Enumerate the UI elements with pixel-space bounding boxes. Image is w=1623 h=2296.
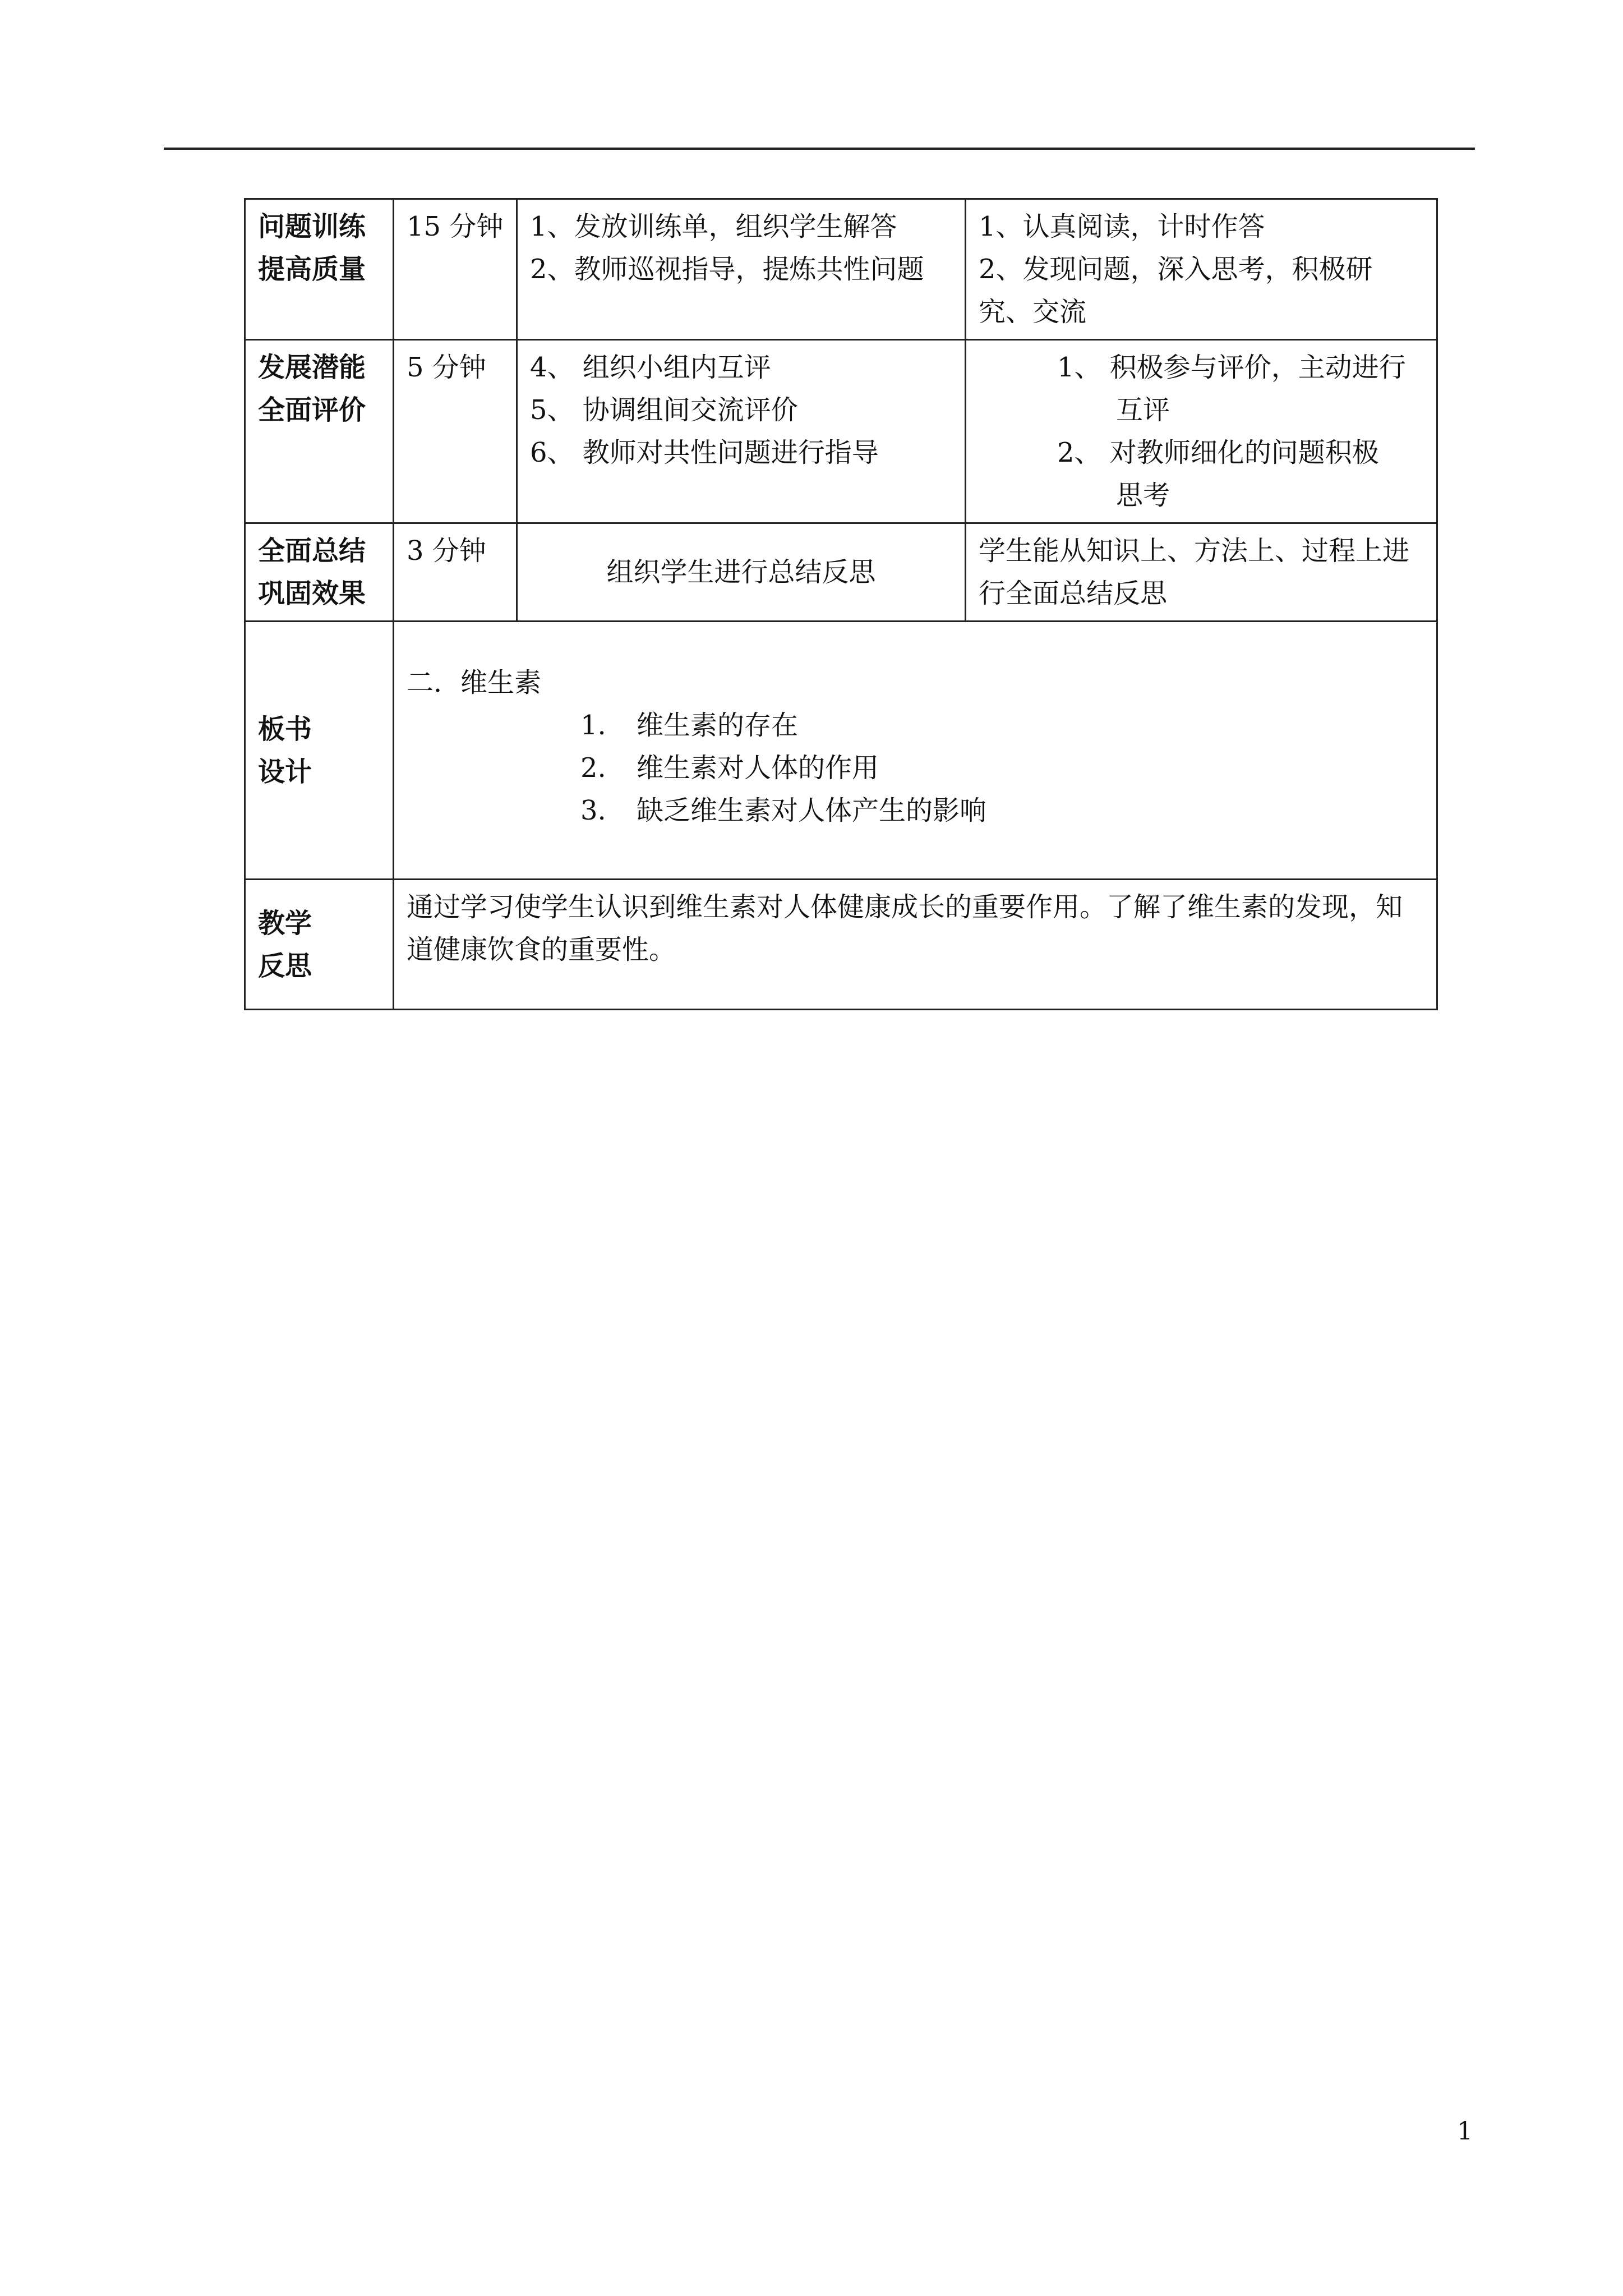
- time-cell: [394, 523, 517, 622]
- table-row: [245, 880, 1437, 1010]
- teacher-activity: 1、发放训练单，组织学生解答: [530, 211, 897, 242]
- teacher-activity: 5、 协调组间交流评价: [530, 394, 798, 426]
- reflection-label-cell: [245, 880, 394, 1010]
- stage-label: 巩固效果: [258, 578, 366, 609]
- teacher-activity: 2、教师巡视指导，提炼共性问题: [530, 254, 924, 285]
- student-activity-cell: [966, 199, 1437, 340]
- stage-label: 全面总结: [258, 535, 366, 567]
- board-content-cell: [394, 622, 1437, 880]
- board-item-text: 维生素的存在: [637, 710, 799, 741]
- board-label: 板书: [258, 713, 312, 745]
- time-cell: [394, 340, 517, 523]
- board-item-number: 1.: [580, 710, 606, 741]
- stage-label: 全面评价: [258, 394, 366, 426]
- reflection-text: 通过学习使学生认识到维生素对人体健康成长的重要作用。了解了维生素的发现，知道健康饮食的重要性。: [407, 891, 1403, 965]
- student-activity: 学生能从知识上、方法上、过程上进行全面总结反思: [979, 535, 1410, 609]
- student-activity: 互评: [1116, 394, 1170, 426]
- teacher-activity: 6、 教师对共性问题进行指导: [530, 437, 879, 468]
- stage-cell: [245, 199, 394, 340]
- stage-label: 提高质量: [258, 254, 366, 285]
- board-item: [407, 747, 1424, 789]
- page-number: 1: [1457, 2117, 1473, 2146]
- student-activity: 2、发现问题，深入思考，积极研究、交流: [979, 254, 1373, 328]
- duration: 3 分钟: [407, 535, 486, 567]
- board-title: 二．维生素: [407, 667, 542, 698]
- board-item: [407, 704, 1424, 747]
- reflection-label: 教学: [258, 907, 312, 939]
- teacher-activity-cell: [517, 199, 966, 340]
- student-activity: 1、 积极参与评价，主动进行: [1057, 352, 1406, 383]
- student-activity-cell: [966, 340, 1437, 523]
- board-label-cell: [245, 622, 394, 880]
- header-rule: [164, 148, 1475, 150]
- student-activity-cell: [966, 523, 1437, 622]
- duration: 5 分钟: [407, 352, 486, 383]
- stage-label: 发展潜能: [258, 352, 366, 383]
- stage-cell: [245, 523, 394, 622]
- student-activity: 思考: [1116, 480, 1170, 511]
- table-row: [245, 199, 1437, 340]
- board-item-number: 3.: [580, 795, 606, 826]
- time-cell: [394, 199, 517, 340]
- reflection-content-cell: [394, 880, 1437, 1010]
- student-activity: 1、认真阅读，计时作答: [979, 211, 1265, 242]
- table-row: [245, 340, 1437, 523]
- teacher-activity: 4、 组织小组内互评: [530, 352, 771, 383]
- teacher-activity-cell: [517, 340, 966, 523]
- board-label: 设计: [258, 756, 312, 788]
- student-activity: 2、 对教师细化的问题积极: [1057, 437, 1379, 468]
- table-row: [245, 622, 1437, 880]
- reflection-label: 反思: [258, 950, 312, 982]
- lesson-plan-table: [244, 198, 1438, 1010]
- teacher-activity-cell: [517, 523, 966, 622]
- stage-label: 问题训练: [258, 211, 366, 242]
- board-item-text: 缺乏维生素对人体产生的影响: [637, 795, 987, 826]
- teacher-activity: 组织学生进行总结反思: [606, 556, 876, 588]
- duration: 15 分钟: [407, 211, 504, 242]
- table-row: [245, 523, 1437, 622]
- stage-cell: [245, 340, 394, 523]
- board-item: [407, 789, 1424, 832]
- board-item-text: 维生素对人体的作用: [637, 752, 879, 784]
- board-item-number: 2.: [580, 752, 606, 784]
